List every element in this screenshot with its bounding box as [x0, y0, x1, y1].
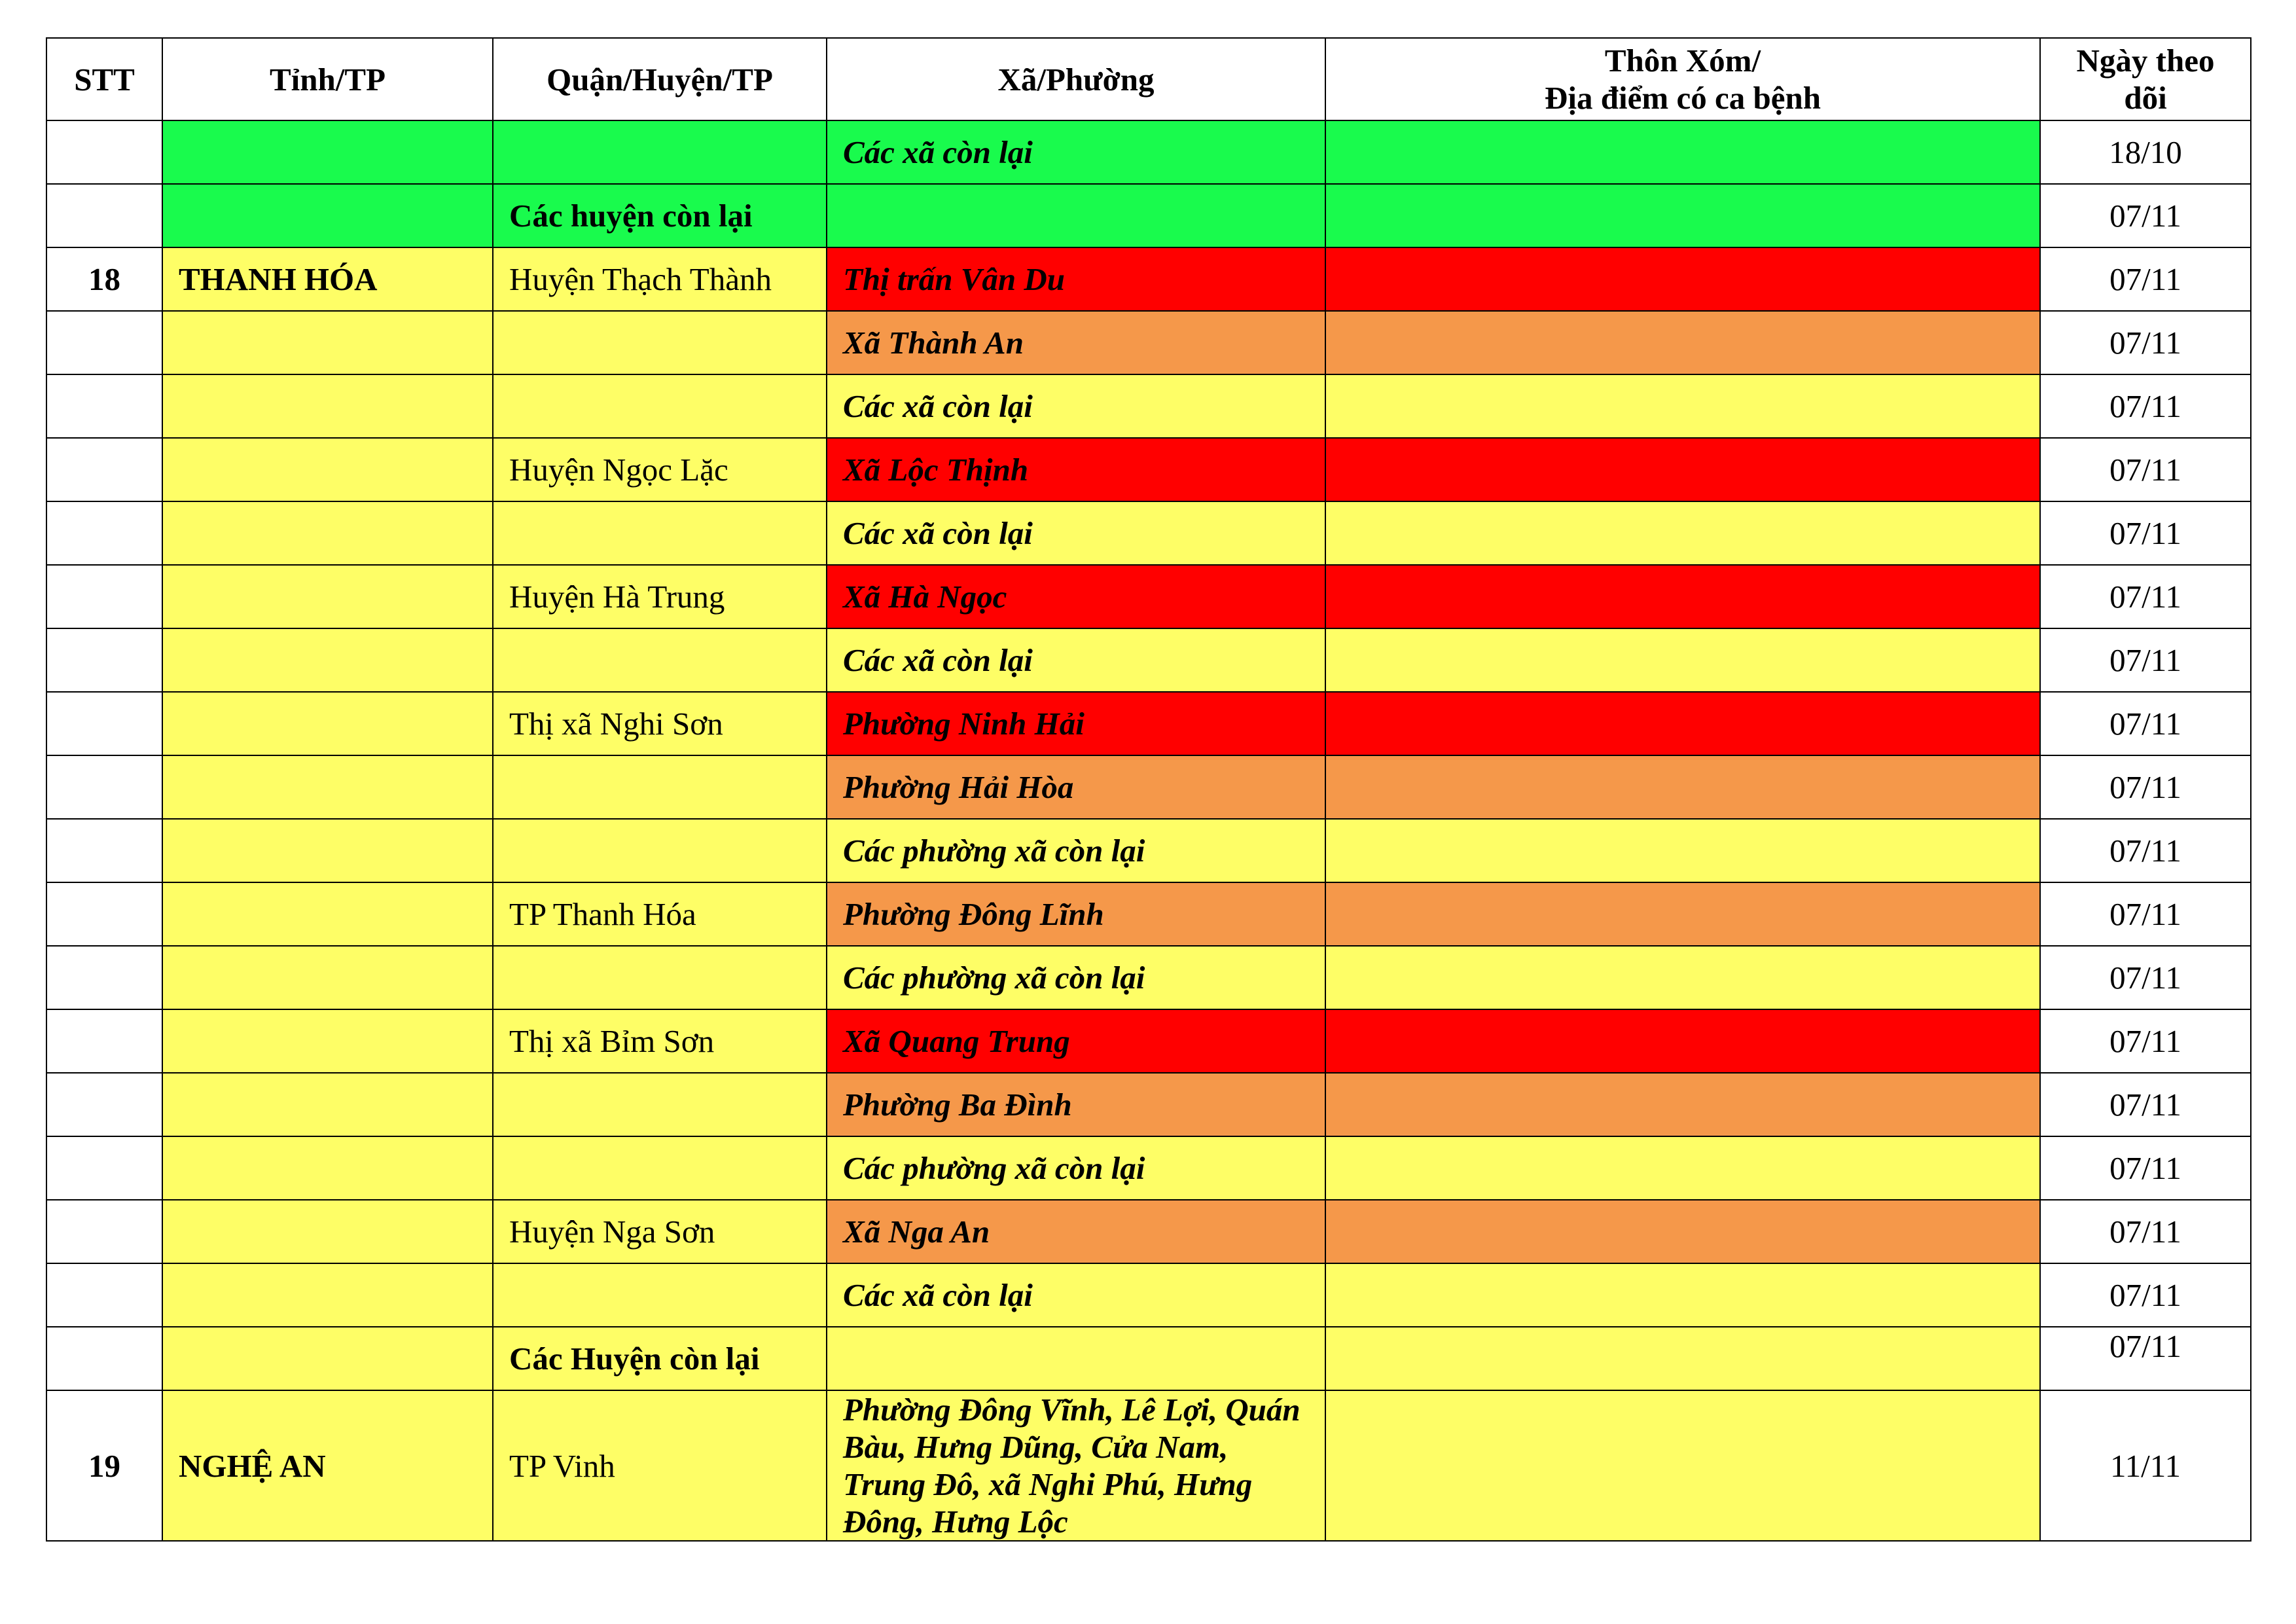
district-cell [493, 501, 827, 565]
district-cell: Thị xã Nghi Sơn [493, 692, 827, 755]
date-cell: 07/11 [2040, 374, 2251, 438]
ward-cell: Các xã còn lại [827, 1263, 1325, 1327]
stt-cell [46, 628, 162, 692]
ward-cell: Xã Lộc Thịnh [827, 438, 1325, 501]
location-cell [1325, 946, 2040, 1009]
ward-cell: Các xã còn lại [827, 501, 1325, 565]
stt-cell [46, 946, 162, 1009]
district-cell [493, 311, 827, 374]
date-cell: 18/10 [2040, 120, 2251, 184]
location-cell [1325, 1009, 2040, 1073]
location-cell [1325, 819, 2040, 882]
header-location-line1: Thôn Xóm/ [1604, 43, 1761, 79]
ward-cell: Các xã còn lại [827, 628, 1325, 692]
ward-cell: Phường Hải Hòa [827, 755, 1325, 819]
province-cell [162, 882, 493, 946]
header-stt: STT [46, 38, 162, 120]
province-cell [162, 120, 493, 184]
ward-cell: Phường Đông Vĩnh, Lê Lợi, Quán Bàu, Hưng Dũng, Cửa Nam, Trung Đô, xã Nghi Phú, Hưng Đông, Hưng Lộc [827, 1390, 1325, 1541]
stt-cell [46, 120, 162, 184]
province-cell [162, 565, 493, 628]
ward-cell: Xã Hà Ngọc [827, 565, 1325, 628]
header-row [46, 38, 2251, 120]
stt-cell [46, 755, 162, 819]
date-cell: 07/11 [2040, 946, 2251, 1009]
date-cell: 07/11 [2040, 565, 2251, 628]
date-cell: 07/11 [2040, 1200, 2251, 1263]
district-cell: Các huyện còn lại [493, 184, 827, 247]
table-row [46, 565, 2251, 628]
stt-cell [46, 1263, 162, 1327]
province-cell: NGHỆ AN [162, 1390, 493, 1541]
table-row [46, 755, 2251, 819]
district-cell [493, 1073, 827, 1136]
date-cell: 07/11 [2040, 628, 2251, 692]
stt-cell [46, 184, 162, 247]
stt-cell [46, 438, 162, 501]
province-cell: THANH HÓA [162, 247, 493, 311]
province-cell [162, 819, 493, 882]
table-row [46, 1200, 2251, 1263]
location-cell [1325, 565, 2040, 628]
header-location [1325, 38, 2040, 120]
ward-cell [827, 1327, 1325, 1390]
ward-cell: Xã Quang Trung [827, 1009, 1325, 1073]
province-cell [162, 374, 493, 438]
district-cell [493, 1263, 827, 1327]
province-cell [162, 311, 493, 374]
ward-cell: Phường Ninh Hải [827, 692, 1325, 755]
location-cell [1325, 1390, 2040, 1541]
location-cell [1325, 1327, 2040, 1390]
table-row [46, 819, 2251, 882]
date-cell: 07/11 [2040, 755, 2251, 819]
table-row [46, 247, 2251, 311]
date-cell: 11/11 [2040, 1390, 2251, 1541]
stt-cell: 19 [46, 1390, 162, 1541]
province-cell [162, 1200, 493, 1263]
district-cell: Thị xã Bỉm Sơn [493, 1009, 827, 1073]
date-cell: 07/11 [2040, 882, 2251, 946]
ward-cell [827, 184, 1325, 247]
district-cell [493, 120, 827, 184]
date-cell: 07/11 [2040, 1263, 2251, 1327]
district-cell [493, 946, 827, 1009]
ward-cell: Phường Ba Đình [827, 1073, 1325, 1136]
stt-cell [46, 311, 162, 374]
district-cell [493, 755, 827, 819]
header-date [2040, 38, 2251, 120]
ward-cell: Các phường xã còn lại [827, 1136, 1325, 1200]
district-cell: Các Huyện còn lại [493, 1327, 827, 1390]
header-date-line1: Ngày theo [2076, 43, 2215, 79]
location-cell [1325, 247, 2040, 311]
location-cell [1325, 501, 2040, 565]
header-district: Quận/Huyện/TP [493, 38, 827, 120]
table-row [46, 1073, 2251, 1136]
date-cell: 07/11 [2040, 501, 2251, 565]
province-cell [162, 755, 493, 819]
province-cell [162, 628, 493, 692]
district-cell [493, 628, 827, 692]
table-row [46, 1136, 2251, 1200]
table-row [46, 1390, 2251, 1541]
district-cell: Huyện Ngọc Lặc [493, 438, 827, 501]
stt-cell [46, 374, 162, 438]
stt-cell [46, 1073, 162, 1136]
ward-cell: Thị trấn Vân Du [827, 247, 1325, 311]
date-cell: 07/11 [2040, 438, 2251, 501]
province-cell [162, 501, 493, 565]
date-cell: 07/11 [2040, 819, 2251, 882]
location-cell [1325, 755, 2040, 819]
location-cell [1325, 882, 2040, 946]
date-cell: 07/11 [2040, 311, 2251, 374]
district-cell [493, 374, 827, 438]
location-cell [1325, 438, 2040, 501]
location-cell [1325, 1136, 2040, 1200]
table-row [46, 1009, 2251, 1073]
ward-cell: Xã Thành An [827, 311, 1325, 374]
district-cell: TP Vinh [493, 1390, 827, 1541]
stt-cell [46, 882, 162, 946]
province-cell [162, 1136, 493, 1200]
date-cell: 07/11 [2040, 692, 2251, 755]
date-cell: 07/11 [2040, 1136, 2251, 1200]
header-location-line2: Địa điểm có ca bệnh [1545, 80, 1821, 116]
table-row [46, 120, 2251, 184]
ward-cell: Xã Nga An [827, 1200, 1325, 1263]
district-cell: Huyện Nga Sơn [493, 1200, 827, 1263]
stt-cell [46, 501, 162, 565]
stt-cell: 18 [46, 247, 162, 311]
header-ward: Xã/Phường [827, 38, 1325, 120]
table-row [46, 184, 2251, 247]
stt-cell [46, 1327, 162, 1390]
district-cell [493, 819, 827, 882]
table-row [46, 438, 2251, 501]
date-cell: 07/11 [2040, 1073, 2251, 1136]
stt-cell [46, 565, 162, 628]
ward-cell: Các phường xã còn lại [827, 946, 1325, 1009]
province-cell [162, 1009, 493, 1073]
stt-cell [46, 1200, 162, 1263]
stt-cell [46, 1009, 162, 1073]
location-cell [1325, 1073, 2040, 1136]
ward-cell: Các xã còn lại [827, 120, 1325, 184]
ward-cell: Phường Đông Lĩnh [827, 882, 1325, 946]
stt-cell [46, 692, 162, 755]
location-cell [1325, 311, 2040, 374]
table-row [46, 501, 2251, 565]
header-date-line2: dõi [2124, 80, 2167, 116]
date-cell: 07/11 [2040, 1009, 2251, 1073]
table-row [46, 1327, 2251, 1390]
date-cell: 07/11 [2040, 184, 2251, 247]
location-cell [1325, 184, 2040, 247]
district-cell: TP Thanh Hóa [493, 882, 827, 946]
location-cell [1325, 1200, 2040, 1263]
location-cell [1325, 628, 2040, 692]
header-province: Tỉnh/TP [162, 38, 493, 120]
ward-cell: Các xã còn lại [827, 374, 1325, 438]
location-cell [1325, 120, 2040, 184]
table-row [46, 628, 2251, 692]
table-row [46, 946, 2251, 1009]
province-cell [162, 1327, 493, 1390]
stt-cell [46, 819, 162, 882]
table-row [46, 311, 2251, 374]
ward-cell: Các phường xã còn lại [827, 819, 1325, 882]
table-row [46, 1263, 2251, 1327]
district-cell [493, 1136, 827, 1200]
province-cell [162, 438, 493, 501]
date-cell: 07/11 [2040, 247, 2251, 311]
province-cell [162, 1263, 493, 1327]
zone-table [46, 37, 2251, 1542]
district-cell: Huyện Hà Trung [493, 565, 827, 628]
province-cell [162, 184, 493, 247]
table-row [46, 374, 2251, 438]
location-cell [1325, 692, 2040, 755]
province-cell [162, 692, 493, 755]
province-cell [162, 1073, 493, 1136]
district-cell: Huyện Thạch Thành [493, 247, 827, 311]
province-cell [162, 946, 493, 1009]
location-cell [1325, 374, 2040, 438]
date-cell: 07/11 [2040, 1327, 2251, 1390]
location-cell [1325, 1263, 2040, 1327]
table-row [46, 882, 2251, 946]
stt-cell [46, 1136, 162, 1200]
table-row [46, 692, 2251, 755]
